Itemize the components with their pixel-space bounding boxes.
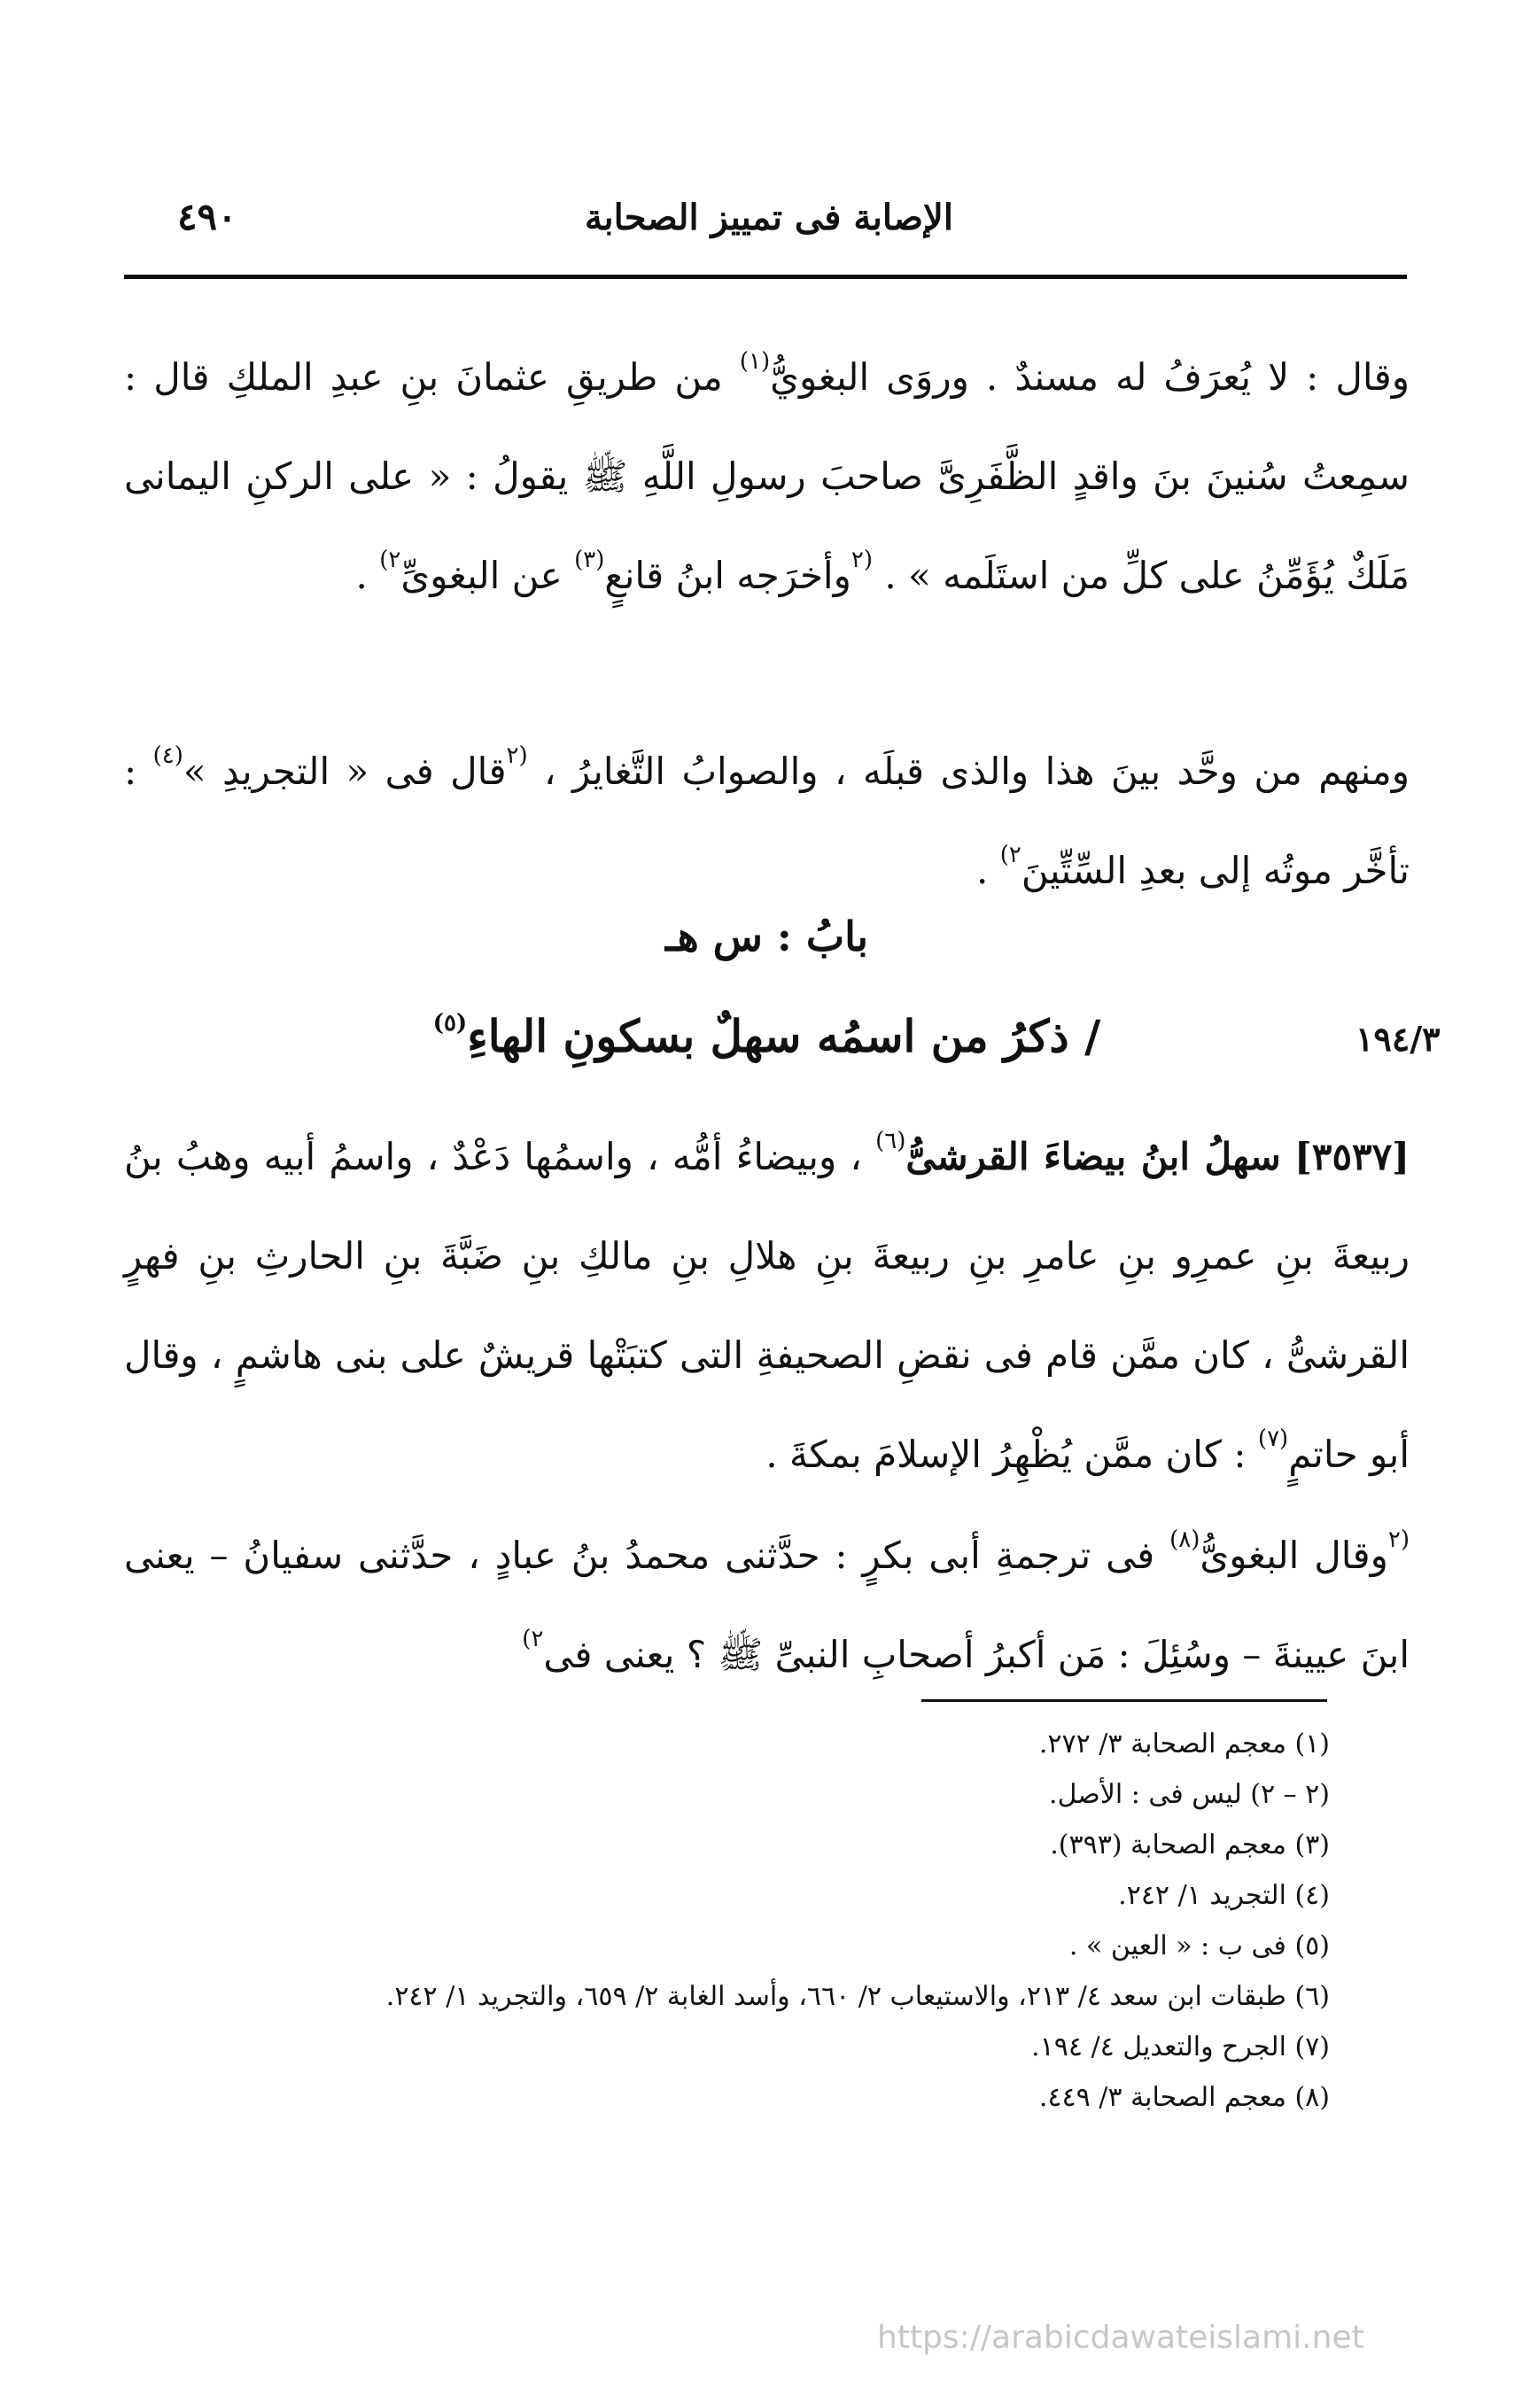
section-heading-text: / ذكرُ من اسمُه سهلٌ بسكونِ الهاءِ	[467, 1010, 1101, 1062]
footnote-marker: ٢)	[522, 1626, 544, 1652]
footnotes	[124, 1719, 1330, 2123]
page-number: ٤٩٠	[177, 195, 237, 238]
footnote-marker: (٢	[506, 742, 528, 769]
text-segment: : تأخَّر موتُه إلى بعدِ السِّتِّينَ	[124, 750, 1410, 892]
header-rule	[124, 275, 1407, 279]
text-segment: من طريقِ عثمانَ بنِ عبدِ الملكِ قال : سمِعتُ سُنينَ بنَ واقدٍ الظَّفَرِىَّ صاحبَ رسولِ اللَّهِ ﷺ يقولُ : « على الركنِ اليمانى مَلَكٌ يُؤَمِّنُ على كلِّ من استَلَمه » .	[124, 355, 1410, 597]
footnote-item: (٦) طبقات ابن سعد ٤/ ٢١٣، والاستيعاب ٢/ ٦٦٠، وأسد الغابة ٢/ ٦٥٩، والتجريد ١/ ٢٤٢.	[385, 1981, 1330, 2012]
footnote-item: (٥) فى ب : « العين » .	[1068, 1930, 1330, 1961]
entry-number: [٣٥٣٧]	[1294, 1135, 1410, 1178]
biography-entry	[124, 1107, 1410, 1504]
book-title: الإصابة فى تمييز الصحابة	[585, 197, 953, 238]
footnote-item: (٣) معجم الصحابة (٣٩٣).	[1050, 1829, 1330, 1860]
footnote-marker: (٢	[851, 547, 873, 573]
text-segment: .	[976, 849, 1000, 892]
footnote-item: (١) معجم الصحابة ٣/ ٢٧٢.	[1038, 1728, 1330, 1759]
text-segment: وقال البغوىُّ	[1200, 1534, 1388, 1577]
text-segment: عن البغوىِّ	[400, 554, 575, 597]
footnote-separator	[921, 1699, 1327, 1702]
footnote-marker: (٣)	[574, 547, 605, 573]
footnote-marker: (٨)	[1169, 1526, 1200, 1553]
footnote-marker: (٥)	[432, 1010, 468, 1037]
paragraph-baghawi-tarjama	[124, 1506, 1410, 1705]
section-heading	[124, 1010, 1410, 1062]
text-segment: : كان ممَّن يُظْهِرُ الإسلامَ بمكةَ .	[765, 1433, 1258, 1476]
footnote-marker: (٤)	[152, 742, 183, 769]
paragraph-baghawi-narration	[124, 328, 1410, 625]
text-segment: ومنهم من وحَّد بينَ هذا والذى قبلَه ، والصوابُ التَّغايرُ ،	[527, 750, 1410, 793]
footnote-marker: (٢	[1387, 1526, 1410, 1553]
footnote-item: (٤) التجريد ١/ ٢٤٢.	[1118, 1880, 1330, 1911]
entry-name: سهلُ ابنُ بيضاءَ القرشىُّ	[905, 1135, 1281, 1178]
text-segment: وقال : لا يُعرَفُ له مسندٌ . وروَى البغويُّ	[770, 355, 1410, 399]
footnote-marker: ٢)	[999, 842, 1021, 868]
footnote-marker: (١)	[739, 348, 771, 375]
footnote-marker: ٢)	[379, 547, 401, 573]
footnote-marker: (٦)	[875, 1128, 906, 1154]
text-segment: قال فى « التجريدِ »	[183, 750, 507, 793]
text-segment: فى ترجمةِ أبى بكرٍ : حدَّثنى محمدُ بنُ عبادٍ ، حدَّثنى سفيانُ – يعنى ابنَ عيينةَ – وسُئِلَ : مَن أكبرُ أصحابِ النبىِّ ﷺ ؟ يعنى فى	[124, 1534, 1410, 1676]
margin-reference: ١٩٤/٣	[1355, 1019, 1441, 1059]
watermark-url: https://arabicdawateislami.net	[877, 2319, 1364, 2356]
chapter-heading: بابُ : س هـ	[664, 913, 869, 960]
text-segment: .	[355, 554, 380, 597]
text-segment: وأخرَجه ابنُ قانعٍ	[604, 554, 851, 597]
footnote-marker: (٧)	[1257, 1425, 1289, 1452]
running-header	[124, 186, 1414, 257]
footnote-item: (٢ – ٢) ليس فى : الأصل.	[1049, 1779, 1330, 1810]
text-segment: ، وبيضاءُ أمُّه ، واسمُها دَعْدٌ ، واسمُ أبيه وهبُ بنُ ربيعةَ بنِ عمرِو بنِ عامرِ بنِ ربيعةَ بنِ هلالِ بنِ مالكِ بنِ ضَبَّةَ بنِ الحارثِ بنِ فهرٍ القرشىُّ ، كان ممَّن قام فى نقضِ الصحيفةِ التى كتبَتْها قريشٌ على بنى هاشمٍ ، وقال أبو حاتمٍ	[124, 1135, 1410, 1476]
footnote-item: (٨) معجم الصحابة ٣/ ٤٤٩.	[1038, 2082, 1330, 2113]
footnote-item: (٧) الجرح والتعديل ٤/ ١٩٤.	[1031, 2031, 1330, 2062]
paragraph-tajrid	[124, 722, 1410, 920]
